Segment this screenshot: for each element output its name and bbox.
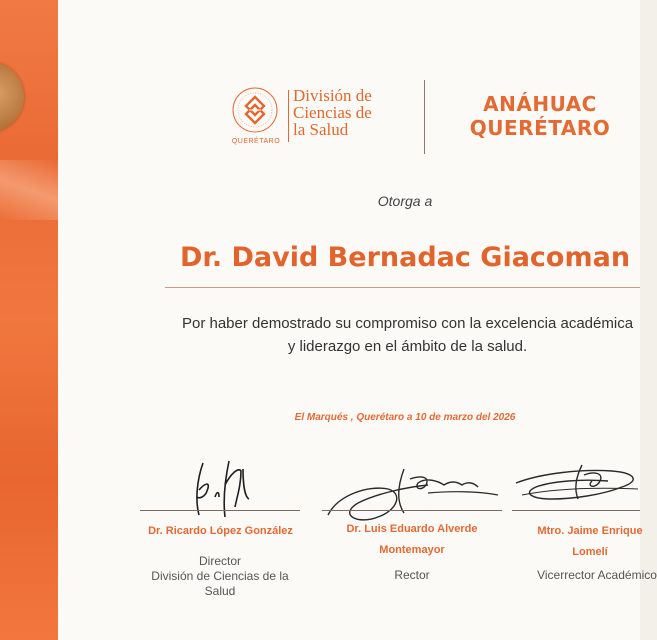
signatory-2-role: Rector bbox=[394, 568, 430, 582]
brand-line-2: QUERÉTARO bbox=[469, 116, 611, 140]
logo-divider bbox=[424, 80, 425, 154]
award-reason: Por haber demostrado su compromiso con la excelencia académica y liderazgo en el ámbito de la salud. bbox=[181, 315, 634, 355]
signature-1-icon bbox=[185, 455, 265, 525]
division-title: División de Ciencias de la Salud bbox=[293, 86, 372, 139]
logo-inner-rule bbox=[288, 90, 289, 142]
signature-line-2 bbox=[322, 510, 502, 511]
signature-line-1 bbox=[140, 510, 300, 511]
signatory-1-role: Director División de Ciencias de la Salud bbox=[151, 554, 289, 598]
signature-line-3 bbox=[512, 510, 640, 511]
emblem-location-label: QUERÉTARO bbox=[231, 138, 281, 145]
side-band-shine bbox=[0, 160, 58, 220]
orange-side-band bbox=[0, 0, 58, 640]
award-intro: Otorga a bbox=[377, 193, 433, 209]
signatory-2-name: Dr. Luis Eduardo Alverde Montemayor bbox=[346, 523, 478, 556]
signatory-3-role: Vicerrector Académico bbox=[537, 568, 657, 582]
gold-seal bbox=[0, 62, 24, 132]
signatory-3-name: Mtro. Jaime Enrique Lomelí bbox=[537, 525, 643, 558]
brand-line-1: ANÁHUAC bbox=[483, 92, 597, 116]
recipient-name: Dr. David Bernadac Giacoman bbox=[179, 242, 631, 273]
brand-wordmark bbox=[455, 92, 625, 140]
name-underline bbox=[165, 287, 640, 288]
issue-date: El Marqués , Querétaro a 10 de marzo del 2026 bbox=[294, 412, 516, 423]
signatory-1-name: Dr. Ricardo López González bbox=[148, 525, 293, 537]
signature-3-icon bbox=[512, 455, 640, 515]
